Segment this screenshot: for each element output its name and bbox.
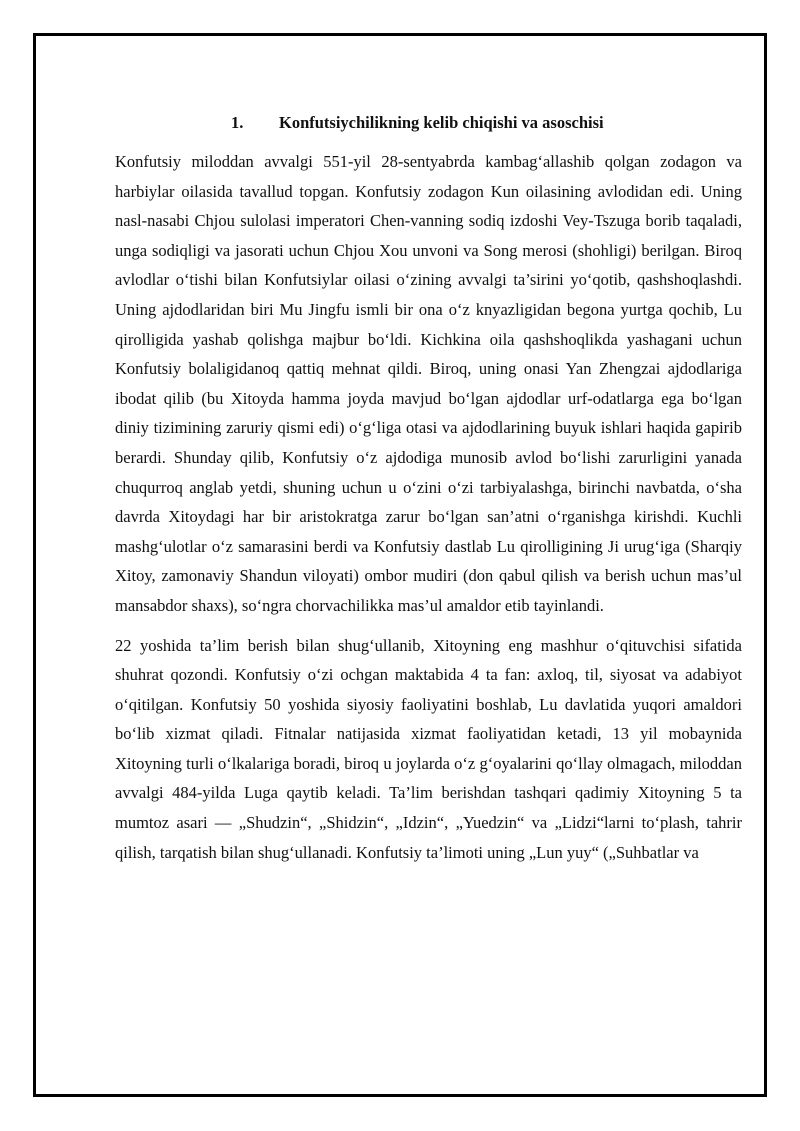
section-number: 1. <box>231 113 244 132</box>
paragraph-1: Konfutsiy miloddan avvalgi 551-yil 28-sentyabrda kambag‘allashib qolgan zodagon va harbiylar oilasida tavallud topgan. Konfutsiy zodagon Kun oilasining avlodidan edi. Uning nasl-nasabi Chjou sulolasi imperatori Chen-vanning sodiq izdoshi Vey-Tszuga borib taqaladi, unga sodiqligi va jasorati uchun Chjou Xou unvoni va Song merosi (shohligi) berilgan. Biroq avlodlar o‘tishi bilan Konfutsiylar oilasi o‘zining avvalgi ta’sirini yo‘qotib, qashshoqlashdi. Uning ajdodlaridan biri Mu Jingfu ismli bir ona o‘z knyazligidan begona yurtga qochib, Lu qirolligida yashab qolishga majbur bo‘ldi. Kichkina oila qashshoqlikda yashagani uchun Konfutsiy bolaligidanoq qattiq mehnat qildi. Biroq, uning onasi Yan Zhengzai ajdodlariga ibodat qilib (bu Xitoyda hamma joyda mavjud bo‘lgan ajdodlar urf-odatlarga ega bo‘lgan diniy tizimining zaruriy qismi edi) o‘g‘liga otasi va ajdodlarining buyuk ishlari haqida gapirib berardi. Shunday qilib, Konfutsiy o‘z ajdodiga munosib avlod bo‘lishi zarurligini yanada chuqurroq anglab yetdi, shuning uchun u o‘zini o‘zi tarbiyalashga, birinchi navbatda, o‘sha davrda Xitoydagi har bir aristokratga zarur bo‘lgan san’atni o‘rganishga kirishdi. Kuchli mashg‘ulotlar o‘z samarasini berdi va Konfutsiy dastlab Lu qirolligining Ji urug‘iga (Sharqiy Xitoy, zamonaviy Shandun viloyati) ombor mudiri (don qabul qilish va berish uchun mas’ul mansabdor shaxs), so‘ngra chorvachilikka mas’ul amaldor etib tayinlandi. <box>115 152 742 615</box>
section-heading <box>115 105 742 141</box>
paragraph-2: 22 yoshida ta’lim berish bilan shug‘ullanib, Xitoyning eng mashhur o‘qituvchisi sifatida shuhrat qozondi. Konfutsiy o‘zi ochgan maktabida 4 ta fan: axloq, til, siyosat va adabiyot o‘qitilgan. Konfutsiy 50 yoshida siyosiy faoliyatini boshlab, Lu davlatida yuqori amaldori bo‘lib xizmat qiladi. Fitnalar natijasida xizmat faoliyatidan ketadi, 13 yil mobaynida Xitoyning turli o‘lkalariga boradi, biroq u joylarda o‘z g‘oyalarini qo‘llay olmagach, miloddan avvalgi 484-yilda Luga qaytib keladi. Ta’lim berishdan tashqari qadimiy Xitoyning 5 ta mumtoz asari — „Shudzin“, „Shidzin“, „Idzin“, „Yuedzin“ va „Lidzi“larni to‘plash, tahrir qilish, tarqatish bilan shug‘ullanadi. Konfutsiy ta’limoti uning „Lun yuy“ („Suhbatlar va <box>115 635 742 862</box>
section-title: Konfutsiychilikning kelib chiqishi va asoschisi <box>279 113 604 132</box>
document-body <box>115 105 742 867</box>
